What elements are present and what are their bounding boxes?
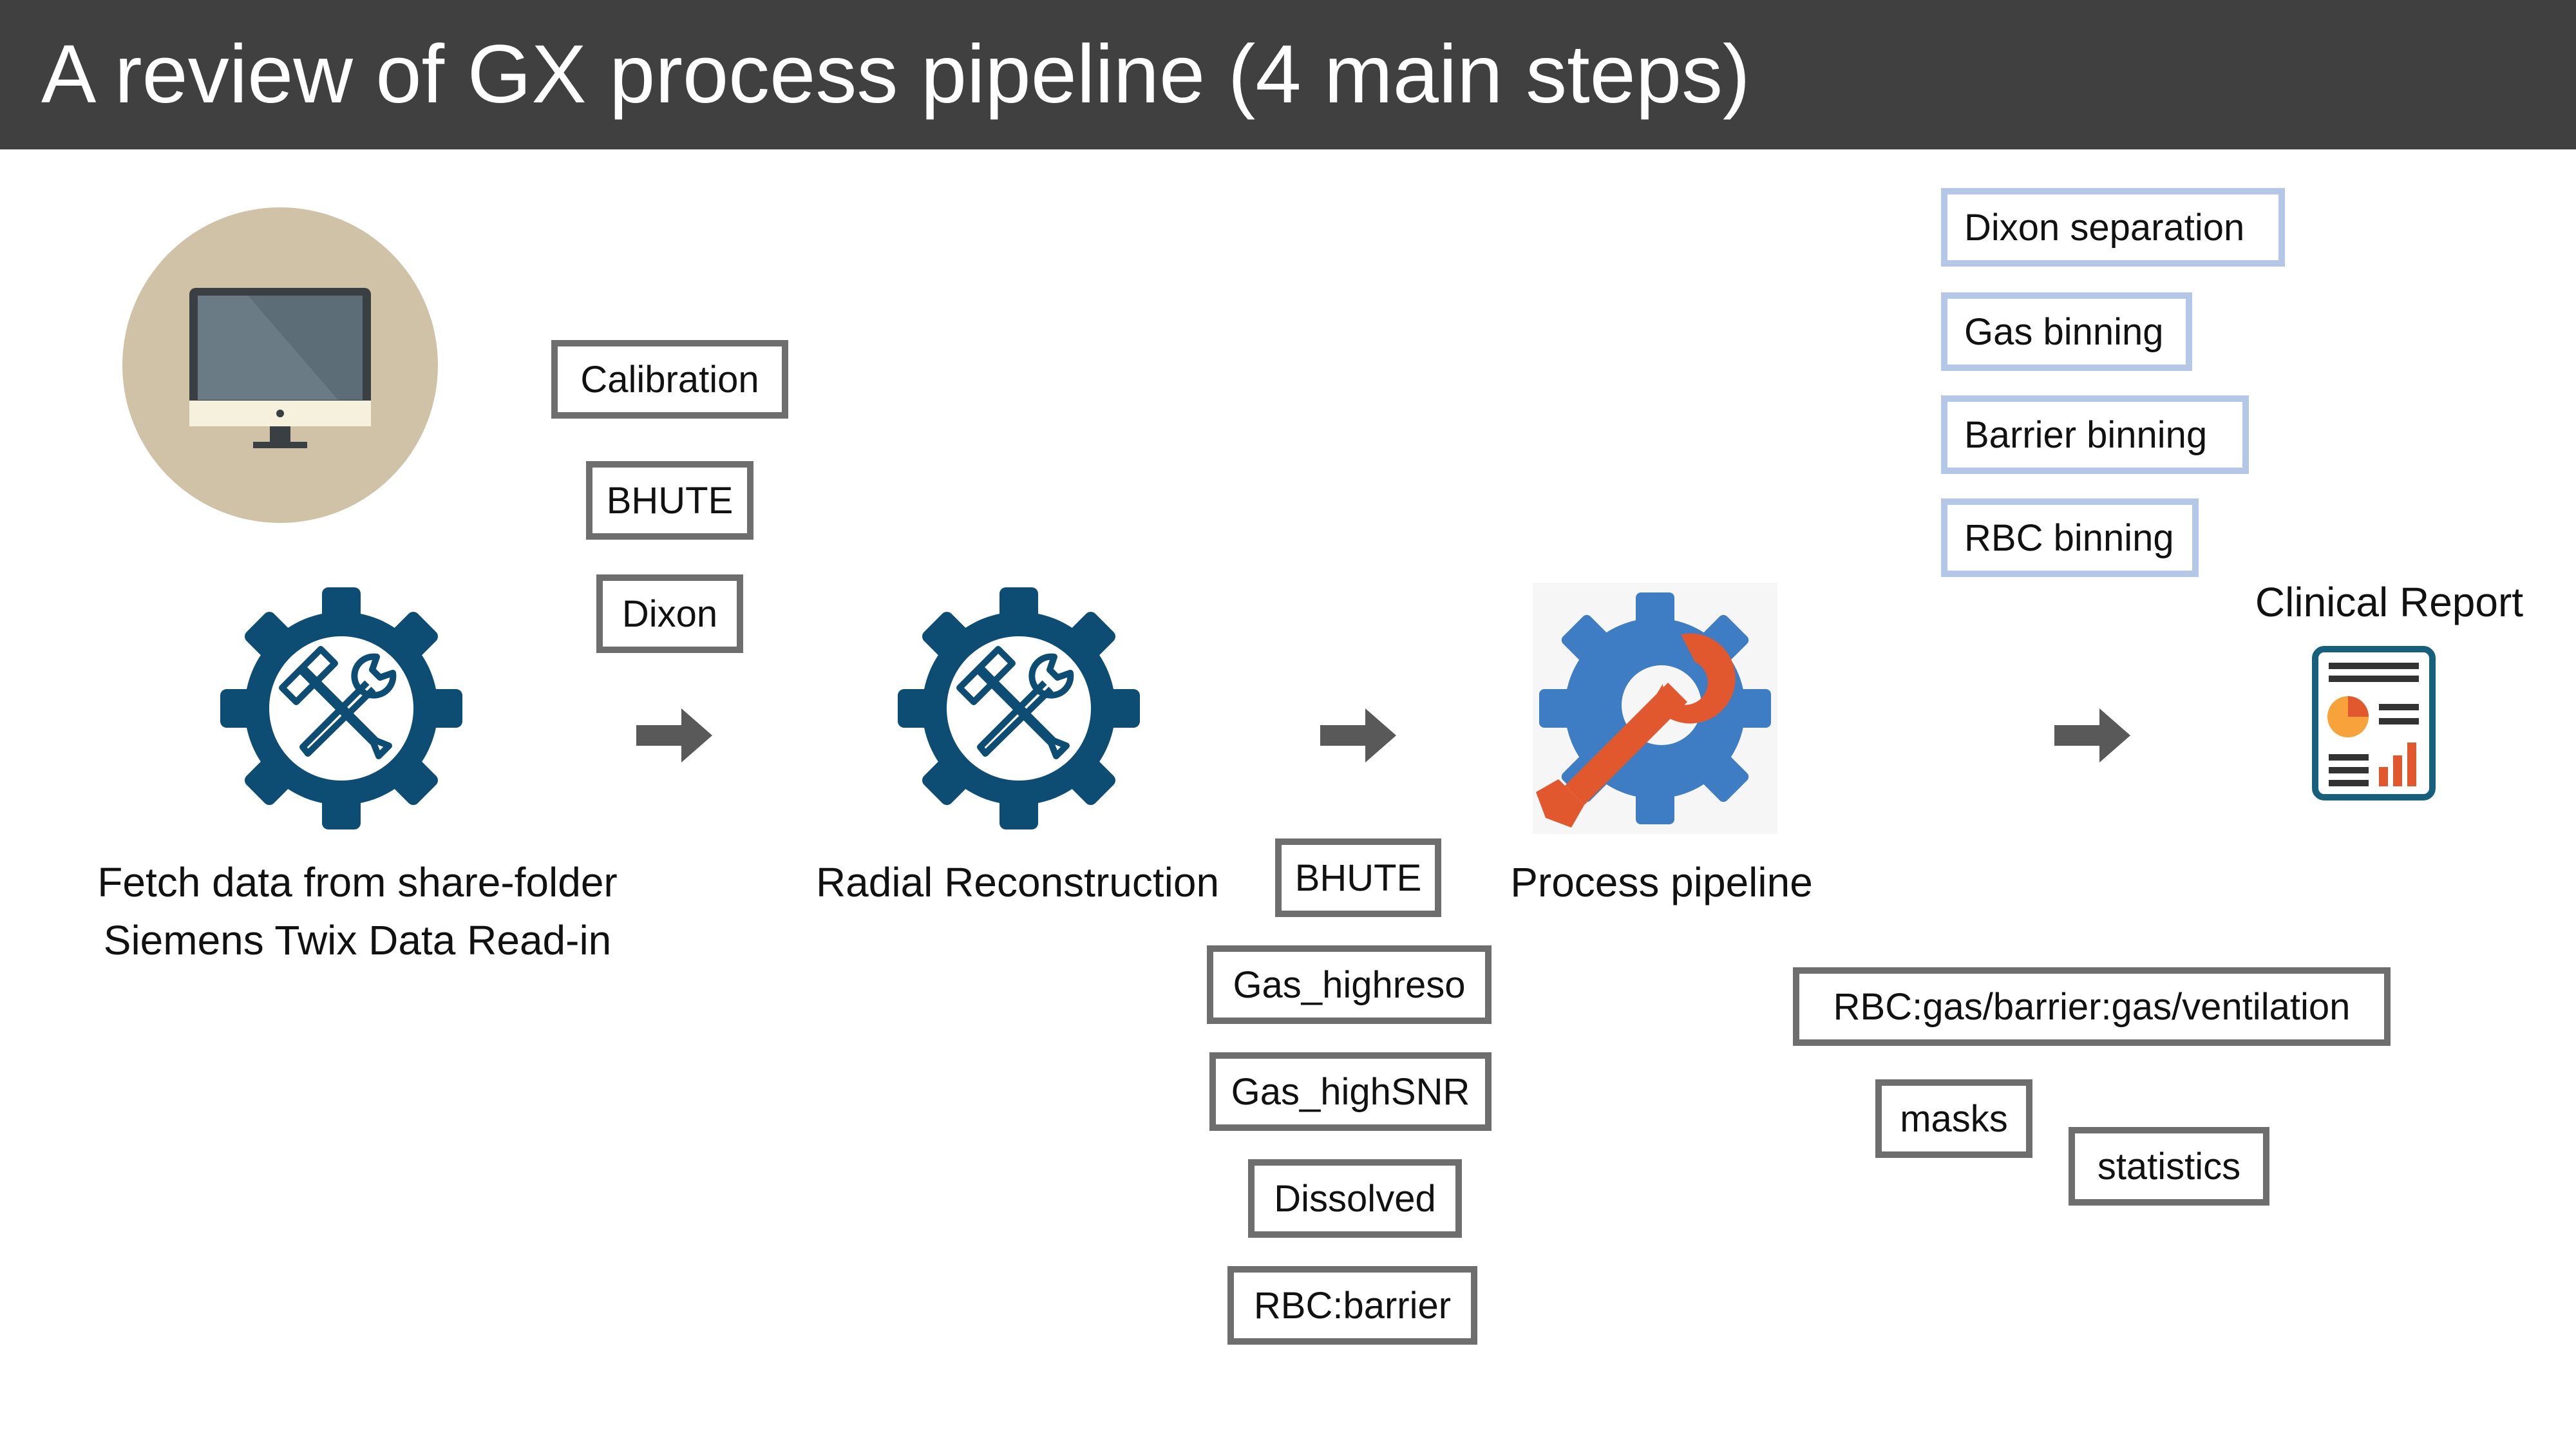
process-gas-binning-box: Gas binning [1941,292,2192,371]
title-bar [0,0,2576,149]
step-fetch-line1: Fetch data from share-folder [97,859,618,905]
step-recon-label: Radial Reconstruction [815,859,1220,905]
recon-output-dissolved-box: Dissolved [1248,1159,1462,1238]
report-chart-icon [2312,646,2436,800]
report-output-statistics-box: statistics [2069,1127,2269,1206]
step-report-label: Clinical Report [2255,579,2524,625]
step-process-label: Process pipeline [1510,859,1813,905]
output-calibration-box: Calibration [551,340,788,419]
process-dixon-separation-box: Dixon separation [1941,188,2285,267]
recon-output-gas-highreso-box: Gas_highreso [1207,945,1492,1024]
arrow-right-icon [636,708,712,762]
arrow-right-icon [2054,708,2130,762]
process-rbc-binning-box: RBC binning [1941,498,2199,577]
monitor-icon [122,207,438,523]
report-output-masks-box: masks [1875,1079,2032,1158]
arrow-right-icon [1320,708,1396,762]
report-output-ratio-maps-box: RBC:gas/barrier:gas/ventilation [1793,967,2391,1046]
recon-output-rbc-barrier-box: RBC:barrier [1227,1266,1477,1345]
gear-wrench-icon [1533,583,1777,834]
step-fetch-label [39,853,676,969]
recon-output-bhute-box: BHUTE [1275,838,1441,917]
output-dixon-box: Dixon [596,574,743,653]
gear-tools-icon-recon [896,586,1141,831]
recon-output-gas-highsnr-box: Gas_highSNR [1209,1052,1492,1131]
gear-tools-icon [219,586,464,831]
step-fetch-line2: Siemens Twix Data Read-in [103,917,612,963]
process-barrier-binning-box: Barrier binning [1941,395,2249,474]
page-title: A review of GX process pipeline (4 main steps) [41,28,1750,120]
output-bhute-box: BHUTE [586,461,753,540]
